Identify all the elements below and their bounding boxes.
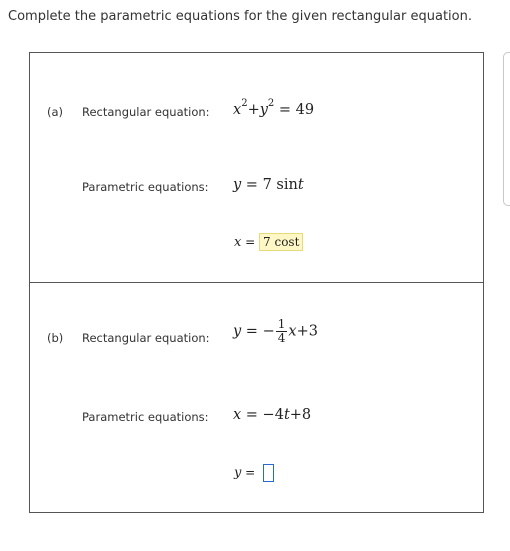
rect-x: x	[288, 323, 297, 340]
rect-lhs: y	[233, 323, 242, 340]
rect-x: x	[233, 101, 242, 118]
part-b-label: (b)	[47, 331, 64, 345]
rect-y: y	[259, 101, 268, 118]
part-b-rectangular-label: Rectangular equation:	[82, 331, 210, 345]
given-lhs: x	[233, 407, 242, 423]
rect-plus: +	[247, 101, 260, 118]
fraction-numerator: 1	[277, 317, 286, 331]
part-b-parametric-label: Parametric equations:	[82, 410, 209, 424]
part-b-rectangular-equation	[233, 318, 318, 345]
answer-eq: =	[241, 235, 260, 249]
given-tail: +8	[289, 407, 312, 423]
part-a-answer-row	[234, 235, 303, 250]
fraction	[276, 318, 288, 345]
rect-x-exponent: 2	[241, 98, 248, 109]
fraction-denominator: 4	[277, 331, 286, 345]
answer-var: y	[234, 465, 242, 481]
rect-tail: +3	[296, 323, 318, 340]
given-var: t	[297, 177, 304, 193]
given-lhs: y	[233, 177, 242, 193]
part-a-rectangular-equation	[233, 100, 314, 118]
instructions-text: Complete the parametric equations for the given rectangular equation.	[8, 9, 472, 24]
answer-var: x	[234, 235, 242, 250]
part-b-answer-input[interactable]	[263, 464, 274, 482]
part-a-panel	[29, 52, 484, 283]
given-var: t	[283, 407, 290, 423]
given-eq: = −4	[241, 407, 284, 423]
rect-eq: = −	[241, 323, 275, 340]
part-a-rectangular-label: Rectangular equation:	[82, 105, 210, 119]
part-b-given-parametric-equation	[233, 407, 311, 423]
part-b-panel	[29, 282, 484, 513]
answer-eq: =	[241, 465, 260, 480]
part-a-label: (a)	[47, 105, 64, 119]
part-a-given-parametric-equation	[233, 177, 304, 193]
part-a-answer-field[interactable]: 7 cost	[259, 233, 303, 251]
part-b-answer-row	[234, 464, 274, 482]
rect-rhs: = 49	[274, 101, 315, 118]
rect-y-exponent: 2	[267, 98, 275, 109]
given-eq: = 7 sin	[241, 177, 298, 193]
part-a-parametric-label: Parametric equations:	[82, 180, 209, 194]
side-tools-panel[interactable]	[503, 52, 510, 206]
